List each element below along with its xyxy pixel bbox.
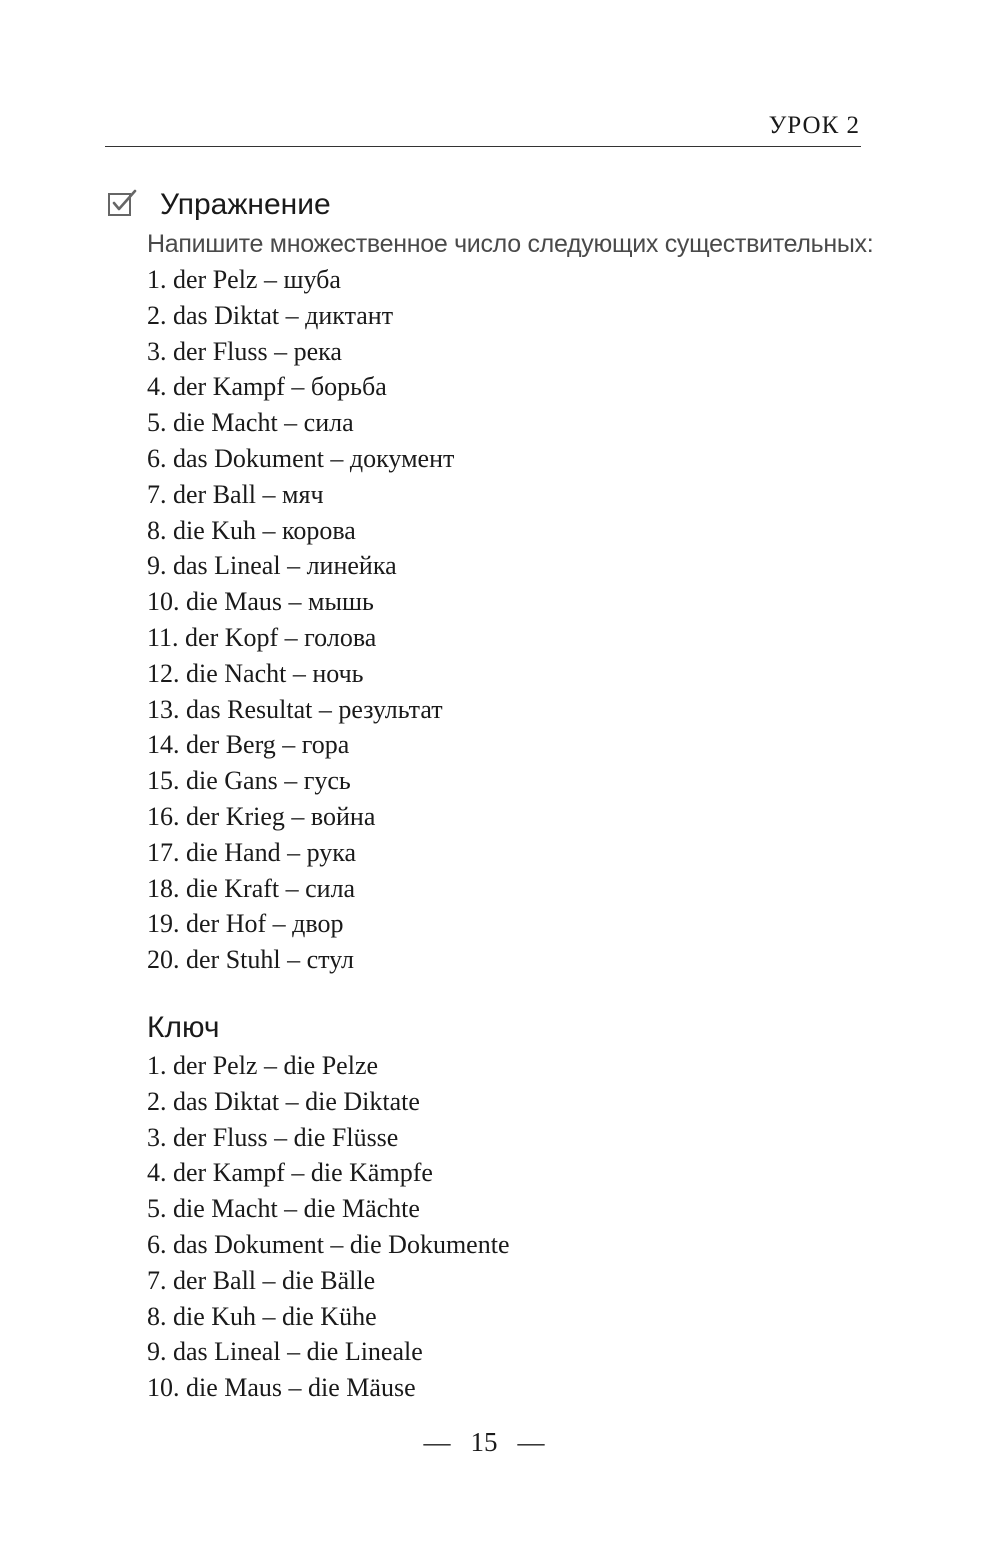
exercise-title: Упражнение [160, 188, 331, 221]
list-item: 19. der Hof – двор [147, 909, 344, 939]
list-item: 7. der Ball – die Bälle [147, 1265, 376, 1295]
list-item: 2. das Diktat – die Diktate [147, 1086, 420, 1116]
list-item: 11. der Kopf – голова [147, 622, 377, 652]
list-item: 8. die Kuh – die Kühe [147, 1301, 377, 1331]
list-item: 13. das Resultat – результат [147, 694, 443, 724]
list-item: 16. der Krieg – война [147, 801, 376, 831]
list-item: 5. die Macht – die Mächte [147, 1194, 420, 1224]
list-item: 9. das Lineal – линейка [147, 551, 397, 581]
list-item: 12. die Nacht – ночь [147, 658, 364, 688]
key-title: Ключ [147, 1011, 220, 1044]
list-item: 9. das Lineal – die Lineale [147, 1337, 423, 1367]
list-item: 6. das Dokument – документ [147, 443, 455, 473]
list-item: 1. der Pelz – шуба [147, 265, 341, 294]
list-item: 3. der Fluss – река [147, 336, 342, 366]
list-item: 15. die Gans – гусь [147, 766, 351, 796]
list-item: 10. die Maus – мышь [147, 587, 374, 617]
list-item: 14. der Berg – гора [147, 730, 350, 760]
exercise-list [147, 262, 454, 978]
list-item: 20. der Stuhl – стул [147, 945, 354, 975]
list-item: 18. die Kraft – сила [147, 873, 356, 903]
header-rule [105, 146, 861, 147]
exercise-instruction: Напишите множественное число следующих существительных: [147, 230, 874, 258]
folio-dash-right: — [517, 1427, 545, 1457]
list-item: 10. die Maus – die Mäuse [147, 1373, 416, 1403]
list-item: 7. der Ball – мяч [147, 479, 324, 509]
list-item: 8. die Kuh – корова [147, 515, 356, 545]
running-head: УРОК 2 [768, 112, 860, 139]
list-item: 6. das Dokument – die Dokumente [147, 1229, 510, 1259]
checkbox-checked-icon [107, 188, 137, 218]
list-item: 5. die Macht – сила [147, 408, 354, 438]
list-item: 4. der Kampf – die Kämpfe [147, 1158, 433, 1188]
list-item: 1. der Pelz – die Pelze [147, 1051, 379, 1080]
folio-dash-left: — [423, 1427, 451, 1457]
list-item: 2. das Diktat – диктант [147, 300, 394, 330]
list-item: 17. die Hand – рука [147, 837, 357, 867]
page-number: 15 [470, 1427, 498, 1457]
list-item: 3. der Fluss – die Flüsse [147, 1122, 399, 1152]
key-list [147, 1048, 510, 1406]
list-item: 4. der Kampf – борьба [147, 372, 387, 402]
page-footer [0, 1424, 968, 1460]
